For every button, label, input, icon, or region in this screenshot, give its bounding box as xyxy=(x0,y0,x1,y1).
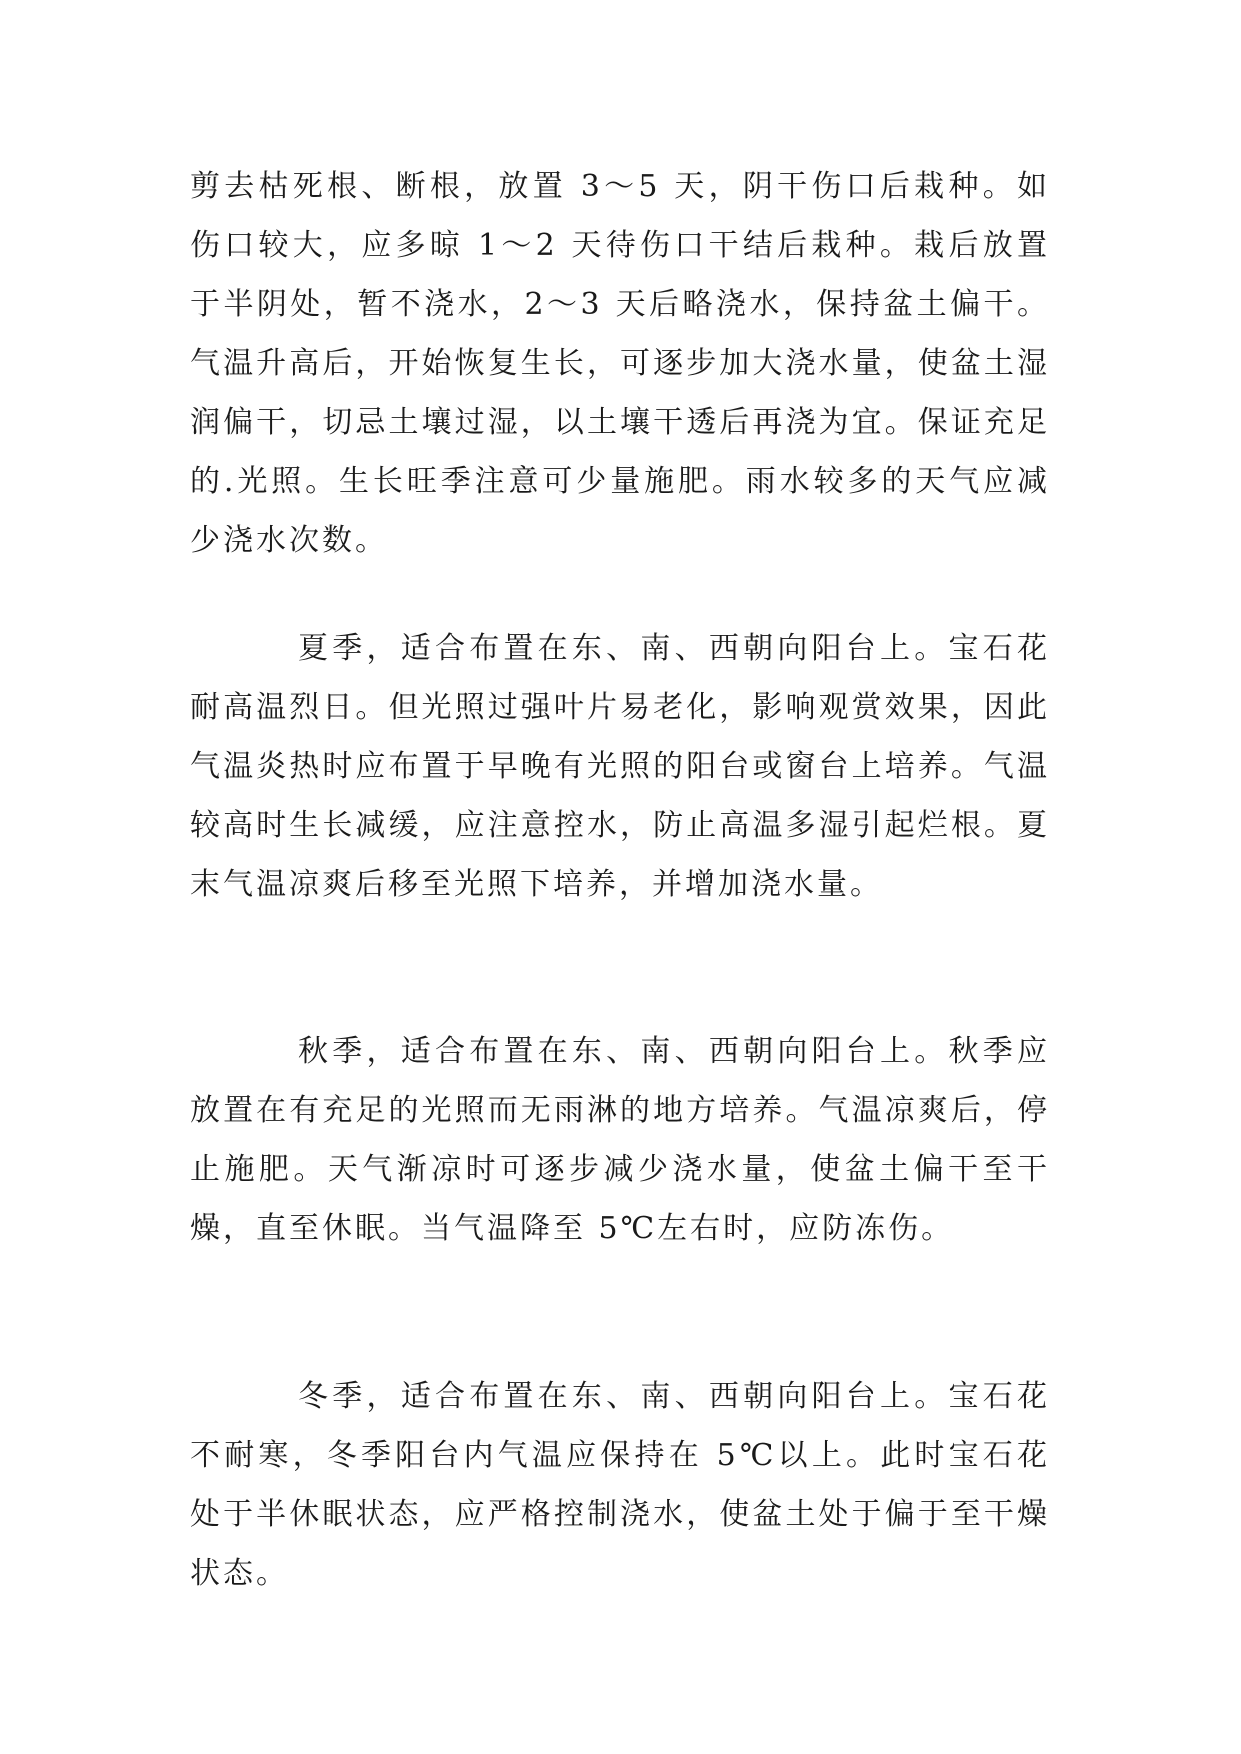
paragraph-summer: 夏季，适合布置在东、南、西朝向阳台上。宝石花耐高温烈日。但光照过强叶片易老化，影响观赏效果，因此气温炎热时应布置于早晚有光照的阳台或窗台上培养。气温较高时生长减缓，应注意控水，防止高温多湿引起烂根。夏末气温凉爽后移至光照下培养，并增加浇水量。 xyxy=(190,631,1050,902)
paragraph-autumn: 秋季，适合布置在东、南、西朝向阳台上。秋季应放置在有充足的光照而无雨淋的地方培养。气温凉爽后，停止施肥。天气渐凉时可逐步减少浇水量，使盆土偏干至干燥，直至休眠。当气温降至 5℃左右时，应防冻伤。 xyxy=(190,1034,1050,1246)
paragraph-continued: 剪去枯死根、断根，放置 3～5 天，阴干伤口后栽种。如伤口较大，应多晾 1～2 天待伤口干结后栽种。栽后放置于半阴处，暂不浇水，2～3 天后略浇水，保持盆土偏干。气温升高后，开始恢复生长，可逐步加大浇水量，使盆土湿润偏干，切忌土壤过湿，以土壤干透后再浇为宜。保证充足的.光照。生长旺季注意可少量施肥。雨水较多的天气应减少浇水次数。 xyxy=(190,169,1050,558)
paragraph-winter: 冬季，适合布置在东、南、西朝向阳台上。宝石花不耐寒，冬季阳台内气温应保持在 5℃以上。此时宝石花处于半休眠状态，应严格控制浇水，使盆土处于偏于至干燥状态。 xyxy=(190,1379,1050,1591)
